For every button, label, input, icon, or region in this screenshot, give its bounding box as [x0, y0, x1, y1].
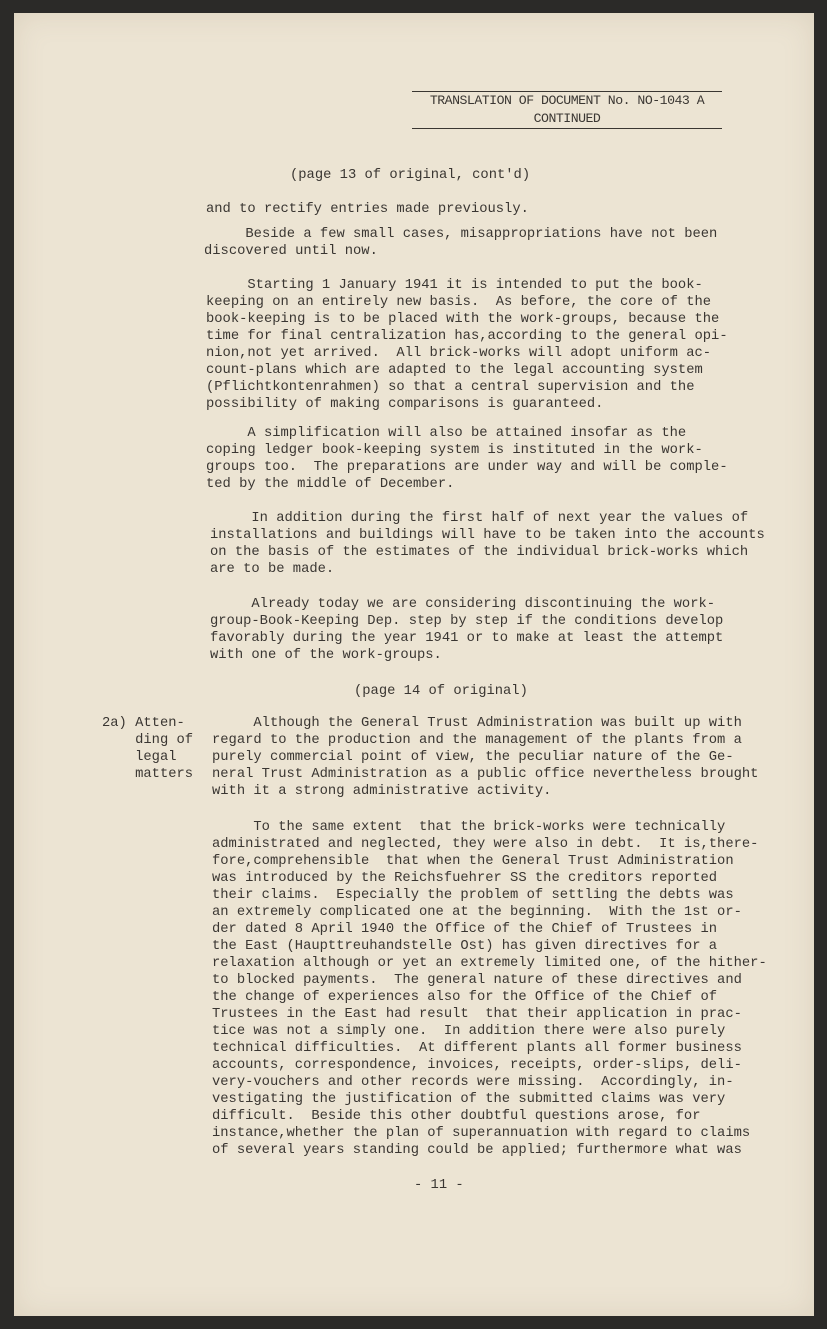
paragraph	[212, 819, 767, 1159]
text-line: fore,comprehensible that when the General Trust Administration	[212, 854, 734, 869]
margin-note-line: legal	[102, 750, 177, 765]
text-line: Although the General Trust Administration was built up with	[212, 716, 742, 731]
page-marker-14: (page 14 of original)	[354, 684, 528, 699]
text-line: are to be made.	[210, 562, 335, 577]
text-line: installations and buildings will have to be taken into the accounts	[210, 528, 765, 543]
text-line: coping ledger book-keeping system is instituted in the work-	[206, 443, 703, 458]
document-title: TRANSLATION OF DOCUMENT No. NO-1043 A	[429, 93, 705, 108]
text-line: with one of the work-groups.	[210, 648, 442, 663]
text-line: Trustees in the East had result that their application in prac-	[212, 1007, 742, 1022]
text-line: of several years standing could be applied; furthermore what was	[212, 1143, 742, 1158]
text-line: Starting 1 January 1941 it is intended to put the book-	[206, 278, 703, 293]
margin-note-line: 2a) Atten-	[102, 716, 185, 731]
text-line: Beside a few small cases, misappropriations have not been	[204, 227, 718, 242]
paragraph	[210, 596, 723, 664]
text-line: instance,whether the plan of superannuation with regard to claims	[212, 1126, 751, 1141]
document-page	[14, 13, 814, 1316]
text-line: to blocked payments. The general nature of these directives and	[212, 973, 742, 988]
paragraph	[206, 201, 529, 218]
text-line: Already today we are considering discontinuing the work-	[210, 597, 716, 612]
margin-note-line: ding of	[102, 733, 194, 748]
text-line: neral Trust Administration as a public office nevertheless brought	[212, 767, 759, 782]
document-header	[412, 91, 722, 129]
text-line: tice was not a simply one. In addition there were also purely	[212, 1024, 726, 1039]
text-line: administrated and neglected, they were also in debt. It is,there-	[212, 837, 759, 852]
text-line: their claims. Especially the problem of settling the debts was	[212, 888, 734, 903]
text-line: accounts, correspondence, invoices, receipts, order-slips, deli-	[212, 1058, 742, 1073]
text-line: purely commercial point of view, the peculiar nature of the Ge-	[212, 750, 734, 765]
document-subtitle: CONTINUED	[533, 111, 601, 126]
page-marker-13: (page 13 of original, cont'd)	[290, 168, 531, 183]
text-line: technical difficulties. At different plants all former business	[212, 1041, 742, 1056]
text-line: on the basis of the estimates of the individual brick-works which	[210, 545, 749, 560]
text-line: nion,not yet arrived. All brick-works will adopt uniform ac-	[206, 346, 712, 361]
text-line: regard to the production and the management of the plants from a	[212, 733, 742, 748]
text-line: In addition during the first half of next year the values of	[210, 511, 749, 526]
text-line: with it a strong administrative activity.	[212, 784, 552, 799]
text-line: (Pflichtkontenrahmen) so that a central supervision and the	[206, 380, 695, 395]
text-line: possibility of making comparisons is guaranteed.	[206, 397, 604, 412]
text-line: der dated 8 April 1940 the Office of the Chief of Trustees in	[212, 922, 718, 937]
margin-note-line: matters	[102, 767, 194, 782]
page-number: - 11 -	[414, 1178, 464, 1193]
header-bottom-rule	[412, 128, 722, 129]
text-line: To the same extent that the brick-works were technically	[212, 820, 726, 835]
text-line: ted by the middle of December.	[206, 477, 455, 492]
text-line: count-plans which are adapted to the legal accounting system	[206, 363, 703, 378]
text-line: discovered until now.	[204, 244, 378, 259]
text-line: keeping on an entirely new basis. As before, the core of the	[206, 295, 712, 310]
text-line: book-keeping is to be placed with the work-groups, because the	[206, 312, 720, 327]
text-line: vestigating the justification of the submitted claims was very	[212, 1092, 726, 1107]
text-line: was introduced by the Reichsfuehrer SS the creditors reported	[212, 871, 718, 886]
paragraph	[204, 226, 717, 260]
paragraph	[212, 715, 758, 800]
text-line: difficult. Beside this other doubtful questions arose, for	[212, 1109, 701, 1124]
text-line: A simplification will also be attained insofar as the	[206, 426, 687, 441]
text-line: the change of experiences also for the Office of the Chief of	[212, 990, 718, 1005]
text-line: an extremely complicated one at the beginning. With the 1st or-	[212, 905, 742, 920]
text-line: groups too. The preparations are under way and will be comple-	[206, 460, 728, 475]
paragraph	[206, 277, 728, 413]
text-line: the East (Haupttreuhandstelle Ost) has given directives for a	[212, 939, 718, 954]
paragraph	[210, 510, 765, 578]
text-line: very-vouchers and other records were missing. Accordingly, in-	[212, 1075, 734, 1090]
text-line: and to rectify entries made previously.	[206, 202, 529, 217]
paragraph	[206, 425, 728, 493]
margin-note	[102, 715, 193, 783]
text-line: group-Book-Keeping Dep. step by step if the conditions develop	[210, 614, 724, 629]
text-line: favorably during the year 1941 or to make at least the attempt	[210, 631, 724, 646]
text-line: time for final centralization has,according to the general opi-	[206, 329, 728, 344]
text-line: relaxation although or yet an extremely limited one, of the hither-	[212, 956, 767, 971]
